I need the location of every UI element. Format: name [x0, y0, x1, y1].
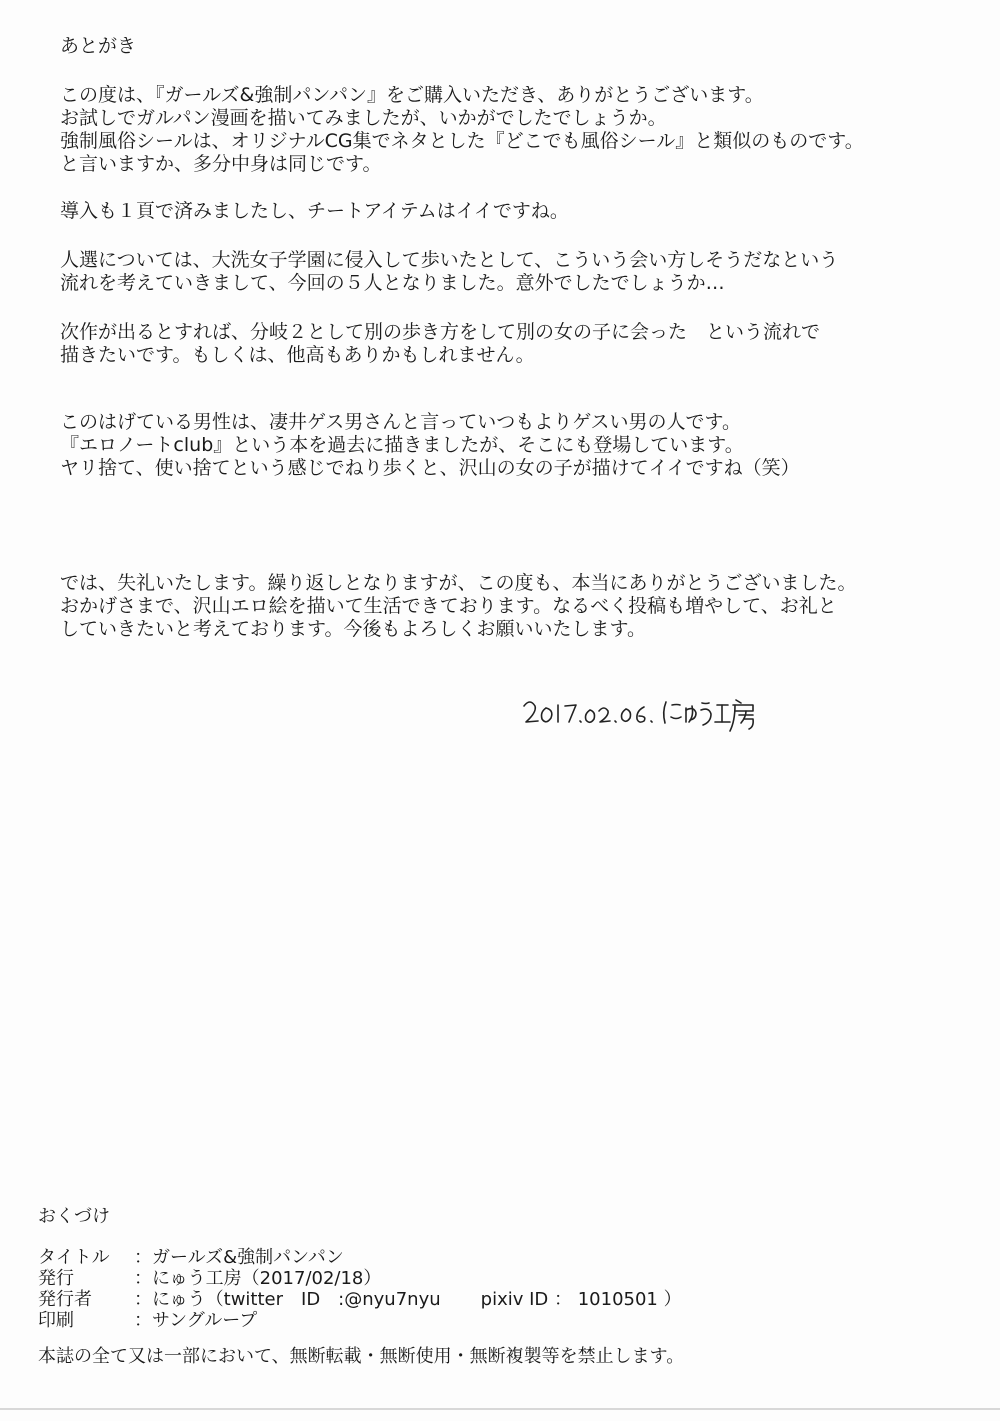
colophon-heading: おくづけ — [38, 1206, 110, 1227]
afterword-paragraph-3 — [60, 249, 960, 295]
colophon-section — [38, 1205, 958, 1369]
row-value: にゅう工房（2017/02/18） — [152, 1268, 382, 1289]
signature-drawing — [520, 690, 780, 740]
text-line: 『エロノートclub』という本を過去に描きましたが、そこにも登場しています。 — [60, 434, 744, 456]
text-line: 次作が出るとすれば、分岐２として別の歩き方をして別の女の子に会った という流れで — [60, 321, 821, 343]
row-label: 発行者 — [38, 1289, 92, 1310]
handwritten-signature — [520, 690, 780, 740]
row-separator: ： — [134, 1268, 152, 1289]
text-line: 描きたいです。もしくは、他高もありかもしれません。 — [60, 344, 535, 366]
colophon-row-publisher — [38, 1268, 958, 1289]
afterword-paragraph-5 — [60, 411, 960, 480]
text-line: この度は、『ガールズ&強制パンパン』をご購入いただき、ありがとうございます。 — [60, 84, 764, 106]
afterword-heading: あとがき — [60, 35, 137, 57]
text-line: と言いますか、多分中身は同じです。 — [60, 153, 382, 175]
row-value: ガールズ&強制パンパン — [152, 1247, 344, 1268]
row-separator: ： — [134, 1289, 152, 1310]
afterword-paragraph-2 — [60, 200, 960, 223]
colophon-row-title — [38, 1247, 958, 1268]
row-label: 発行 — [38, 1268, 74, 1289]
text-line: していきたいと考えております。今後もよろしくお願いいたします。 — [60, 618, 646, 640]
copyright-notice: 本誌の全て又は一部において、無断転載・無断使用・無断複製等を禁止します。 — [38, 1346, 685, 1367]
row-separator: ： — [134, 1310, 152, 1331]
text-line: ヤリ捨て、使い捨てという感じでねり歩くと、沢山の女の子が描けてイイですね（笑） — [60, 457, 800, 479]
text-line: お試しでガルパン漫画を描いてみましたが、いかがでしたでしょうか。 — [60, 107, 667, 129]
row-separator: ： — [134, 1247, 152, 1268]
colophon-row-author — [38, 1289, 958, 1310]
row-label: タイトル — [38, 1247, 110, 1268]
text-line: おかげさまで、沢山エロ絵を描いて生活できております。なるべく投稿も増やして、お礼と — [60, 595, 837, 617]
row-label: 印刷 — [38, 1310, 74, 1331]
colophon-row-printer — [38, 1310, 958, 1331]
page-bottom-edge — [0, 1408, 1000, 1410]
afterword-paragraph-4 — [60, 321, 960, 367]
text-line: 強制風俗シールは、オリジナルCG集でネタとした『どこでも風俗シール』と類似のものです。 — [60, 130, 864, 152]
row-value: サングループ — [152, 1310, 258, 1331]
text-line: では、失礼いたします。繰り返しとなりますが、この度も、本当にありがとうございました。 — [60, 572, 857, 594]
afterword-paragraph-6 — [60, 572, 960, 641]
row-extra: pixiv ID ： 1010501 ） — [480, 1289, 682, 1310]
text-line: 人選については、大洗女子学園に侵入して歩いたとして、こういう会い方しそうだなという — [60, 249, 839, 271]
row-value: にゅう（twitter ID :@nyu7nyu — [152, 1289, 441, 1310]
afterword-paragraph-1 — [60, 84, 960, 176]
afterword-section — [60, 32, 960, 641]
text-line: 流れを考えていきまして、今回の５人となりました。意外でしたでしょうか… — [60, 272, 725, 294]
text-line: このはげている男性は、凄井ゲス男さんと言っていつもよりゲスい男の人です。 — [60, 411, 741, 433]
text-line: 導入も１頁で済みましたし、チートアイテムはイイですね。 — [60, 200, 569, 222]
